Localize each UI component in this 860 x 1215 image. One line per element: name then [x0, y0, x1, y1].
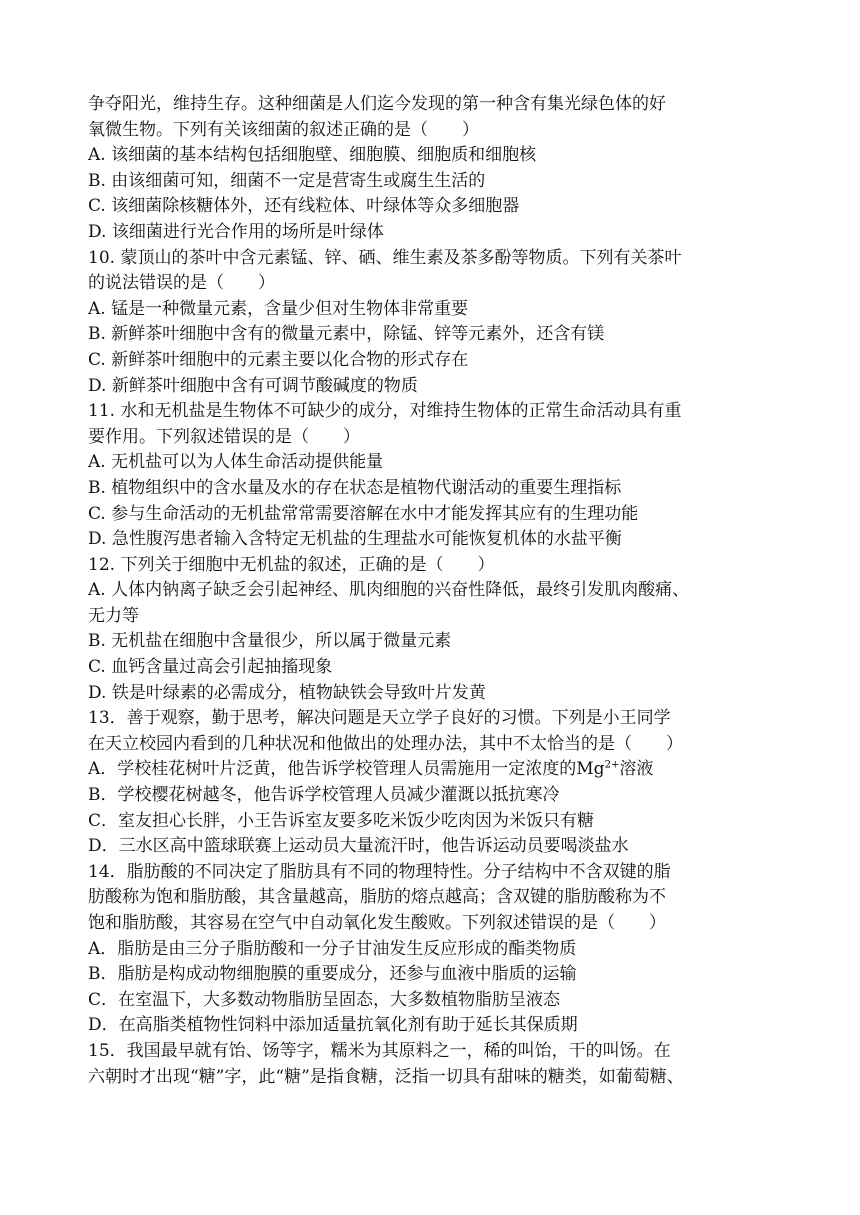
- text-line: 饱和脂肪酸，其容易在空气中自动氧化发生酸败。下列叙述错误的是（ ）: [88, 913, 666, 933]
- option-text: A．学校桂花树叶片泛黄，他告诉学校管理人员需施用一定浓度的Mg: [88, 759, 605, 780]
- text-line: 无力等: [88, 605, 139, 626]
- question-12-stem: 12. 下列关于细胞中无机盐的叙述，正确的是（ ）: [88, 554, 495, 575]
- text-line: 要作用。下列叙述错误的是（ ）: [88, 426, 360, 447]
- option-line: B．脂肪是构成动物细胞膜的重要成分，还参与血液中脂质的运输: [88, 964, 577, 985]
- option-line: D. 新鲜茶叶细胞中含有可调节酸碱度的物质: [88, 375, 418, 396]
- option-line: C. 参与生命活动的无机盐常常需要溶解在水中才能发挥其应有的生理功能: [88, 503, 639, 524]
- option-line: A. 该细菌的基本结构包括细胞壁、细胞膜、细胞质和细胞核: [88, 145, 537, 166]
- option-line: C. 血钙含量过高会引起抽搐现象: [88, 657, 333, 678]
- option-line: B．学校樱花树越冬，他告诉学校管理人员减少灌溉以抵抗寒冷: [88, 785, 560, 806]
- option-line: D．在高脂类植物性饲料中添加适量抗氧化剂有助于延长其保质期: [88, 1015, 578, 1036]
- option-line: C. 该细菌除核糖体外，还有线粒体、叶绿体等众多细胞器: [88, 196, 520, 217]
- option-text-suffix: 溶液: [619, 759, 654, 780]
- text-line: 氧微生物。下列有关该细菌的叙述正确的是（ ）: [88, 119, 479, 140]
- superscript: 2+: [604, 759, 620, 771]
- option-line: D. 该细菌进行光合作用的场所是叶绿体: [88, 221, 384, 242]
- option-line: A．脂肪是由三分子脂肪酸和一分子甘油发生反应形成的酯类物质: [88, 938, 577, 959]
- option-line: D．三水区高中篮球联赛上运动员大量流汗时，他告诉运动员要喝淡盐水: [88, 836, 629, 857]
- option-line: C．在室温下，大多数动物脂肪呈固态，大多数植物脂肪呈液态: [88, 989, 561, 1010]
- question-13-stem: 13．善于观察，勤于思考，解决问题是天立学子良好的习惯。下列是小王同学: [88, 708, 671, 729]
- question-10-stem: 10. 蒙顶山的茶叶中含元素锰、锌、硒、维生素及茶多酚等物质。下列有关茶叶: [88, 247, 682, 268]
- option-line: A. 无机盐可以为人体生命活动提供能量: [88, 452, 384, 473]
- text-line: 在天立校园内看到的几种状况和他做出的处理办法，其中不太恰当的是（ ）: [88, 733, 683, 754]
- option-line: D. 铁是叶绿素的必需成分，植物缺铁会导致叶片发黄: [88, 682, 486, 703]
- text-line: 肪酸称为饱和脂肪酸，其含量越高，脂肪的熔点越高；含双键的脂肪酸称为不: [88, 887, 666, 908]
- option-line: A. 锰是一种微量元素，含量少但对生物体非常重要: [88, 298, 469, 319]
- question-15-stem: 15．我国最早就有饴、饧等字，糯米为其原料之一，稀的叫饴，干的叫饧。在: [88, 1040, 671, 1061]
- text-line: 争夺阳光，维持生存。这种细菌是人们迄今发现的第一种含有集光绿色体的好: [88, 94, 666, 114]
- question-14-stem: 14．脂肪酸的不同决定了脂肪具有不同的物理特性。分子结构中不含双键的脂: [88, 861, 671, 882]
- option-line: C. 新鲜茶叶细胞中的元素主要以化合物的形式存在: [88, 349, 469, 370]
- text-line: 六朝时才出现“糖”字，此“糖”是指食糖，泛指一切具有甜味的糖类，如葡萄糖、: [88, 1066, 684, 1087]
- option-line: B. 植物组织中的含水量及水的存在状态是植物代谢活动的重要生理指标: [88, 477, 622, 498]
- question-11-stem: 11. 水和无机盐是生物体不可缺少的成分，对维持生物体的正常生命活动具有重: [88, 401, 682, 422]
- option-line: C．室友担心长胖，小王告诉室友要多吃米饭少吃肉因为米饭只有糖: [88, 810, 595, 831]
- text-line: 的说法错误的是（ ）: [88, 273, 275, 294]
- option-line: D. 急性腹泻患者输入含特定无机盐的生理盐水可能恢复机体的水盐平衡: [88, 529, 622, 550]
- question-text-block: [88, 92, 778, 1090]
- option-line: [88, 757, 778, 783]
- option-line: B. 无机盐在细胞中含量很少，所以属于微量元素: [88, 631, 452, 652]
- option-line: B. 新鲜茶叶细胞中含有的微量元素中，除锰、锌等元素外，还含有镁: [88, 324, 605, 345]
- option-line: A. 人体内钠离子缺乏会引起神经、肌肉细胞的兴奋性降低，最终引发肌肉酸痛、: [88, 580, 690, 601]
- option-line: B. 由该细菌可知，细菌不一定是营寄生或腐生生活的: [88, 170, 486, 191]
